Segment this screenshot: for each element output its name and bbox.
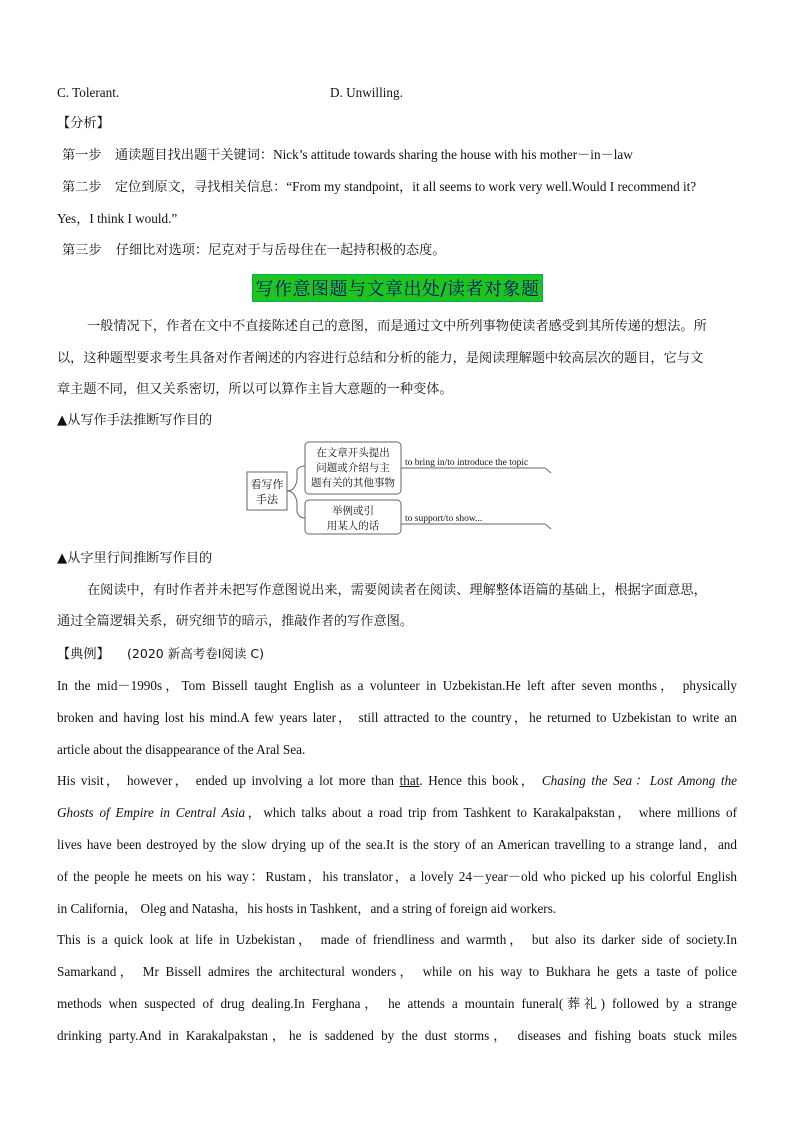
diagram-branch1-line3: 题有关的其他事物: [311, 477, 395, 489]
p2-text-a: His visit， however， ended up involving a lot more than: [57, 773, 400, 788]
book-title-part1: Chasing the Sea：Lost Among the: [541, 773, 738, 788]
book-title-part2: Ghosts of Empire in Central Asia: [57, 805, 246, 820]
method1-title: ▲从写作手法推断写作目的: [57, 413, 213, 428]
analysis-step2: [62, 177, 737, 198]
diagram-arrow2-label: to support/to show...: [405, 514, 483, 524]
passage-p2-line1: [57, 771, 737, 791]
option-c: C. Tolerant.: [57, 85, 120, 100]
step2-label: 第二步: [62, 180, 102, 195]
step2-quote-a: “From my standpoint，it all seems to work very well.Would I recommend it?: [286, 179, 697, 194]
intro-line-2: 以，这种题型要求考生具备对作者阐述的内容进行总结和分析的能力，是阅读理解题中较高层次的题目，它与文: [57, 351, 704, 366]
passage-p1-line2: broken and having lost his mind.A few years later， still attracted to the country，he returned to Uzbekistan to write an: [57, 710, 737, 725]
section-heading: [252, 274, 543, 302]
p2-text-b: . Hence this book，: [419, 773, 537, 788]
passage-p2-line5: in California， Oleg and Natasha，his hosts in Tashkent，and a string of foreign aid workers.: [57, 901, 557, 916]
example-label: 【典例】: [57, 647, 110, 662]
passage-p3-line1: This is a quick look at life in Uzbekistan， made of friendliness and warmth， but also its darker side of society.In: [57, 932, 737, 947]
method2-line-1: 在阅读中，有时作者并未把写作意图说出来，需要阅读者在阅读、理解整体语篇的基础上，根据字面意思，: [87, 583, 707, 598]
passage-p1-line1: In the mid－1990s，Tom Bissell taught English as a volunteer in Uzbekistan.He left after seven months， physically: [57, 678, 737, 693]
step2-text: 定位到原文，寻找相关信息：: [114, 180, 287, 195]
diagram-arrow1-label: to bring in/to introduce the topic: [405, 458, 529, 468]
option-d: D. Unwilling.: [330, 85, 403, 100]
passage-p3-line2: Samarkand， Mr Bissell admires the architectural wonders， while on his way to Bukhara he gets a taste of police: [57, 964, 737, 979]
option-row: [57, 83, 737, 103]
step3-text: 仔细比对选项：尼克对于与岳母住在一起持积极的态度。: [115, 243, 446, 258]
diagram-arrow1: [401, 468, 551, 473]
diagram-branch1-line2: 问题或介绍与主: [316, 462, 390, 474]
step2-quote-b: Yes，I think I would.”: [57, 211, 178, 226]
section-heading-text: 写作意图题与文章出处/读者对象题: [255, 279, 540, 300]
p2-underlined-that: that: [399, 773, 420, 788]
step1-keyword: Nick’s attitude towards sharing the house with his mother－in－law: [273, 147, 633, 162]
example-header: [57, 644, 737, 665]
p2-text-c: ，which talks about a road trip from Tashkent to Karakalpakstan， where millions of: [245, 805, 737, 820]
step1-label: 第一步: [62, 148, 102, 163]
diagram-arrow2: [401, 524, 551, 529]
intro-line-3: 章主题不同，但又关系密切，所以可以算作主旨大意题的一种变体。: [57, 382, 453, 397]
diagram-branch2-line2: 用某人的话: [326, 520, 380, 532]
analysis-step1: [62, 145, 737, 166]
passage-p3-line4: drinking party.And in Karakalpakstan，he is saddened by the dust storms， diseases and fishing boats stuck miles: [57, 1028, 737, 1043]
diagram-root-line1: 看写作: [250, 478, 284, 491]
passage-p2-line3: lives have been destroyed by the slow drying up of the sea.It is the story of an American travelling to a strange land，and: [57, 837, 737, 852]
passage-p3-line3: methods when suspected of drug dealing.In Ferghana， he attends a mountain funeral(葬礼) followed by a strange: [57, 996, 737, 1011]
diagram-branch2-line1: 举例或引: [332, 505, 374, 517]
method2-title: ▲从字里行间推断写作目的: [57, 551, 213, 566]
passage-p1-line3: article about the disappearance of the Aral Sea.: [57, 742, 306, 757]
example-source: (2020 新高考卷Ⅰ阅读 C): [127, 646, 264, 661]
diagram-root-line2: 手法: [256, 493, 278, 506]
step1-text: 通读题目找出题干关键词：: [114, 148, 274, 163]
passage-p2-line2: [57, 803, 737, 823]
step3-label: 第三步: [62, 243, 102, 258]
diagram-branch1-line1: 在文章开头提出: [316, 447, 390, 459]
diagram-connector-top: [287, 466, 305, 491]
intro-line-1: 一般情况下，作者在文中不直接陈述自己的意图，而是通过文中所列事物使读者感受到其所传递的想法。所: [87, 319, 707, 334]
passage-p2-line4: of the people he meets on his way：Rustam，his translator，a lovely 24－year－old who picked up his colorful English: [57, 869, 737, 884]
method2-line-2: 通过全篇逻辑关系，研究细节的暗示，推敲作者的写作意图。: [57, 614, 414, 629]
writing-method-diagram: [245, 440, 555, 540]
analysis-step3: [62, 241, 737, 261]
diagram-connector-bottom: [287, 491, 305, 518]
analysis-label: 【分析】: [57, 116, 110, 131]
